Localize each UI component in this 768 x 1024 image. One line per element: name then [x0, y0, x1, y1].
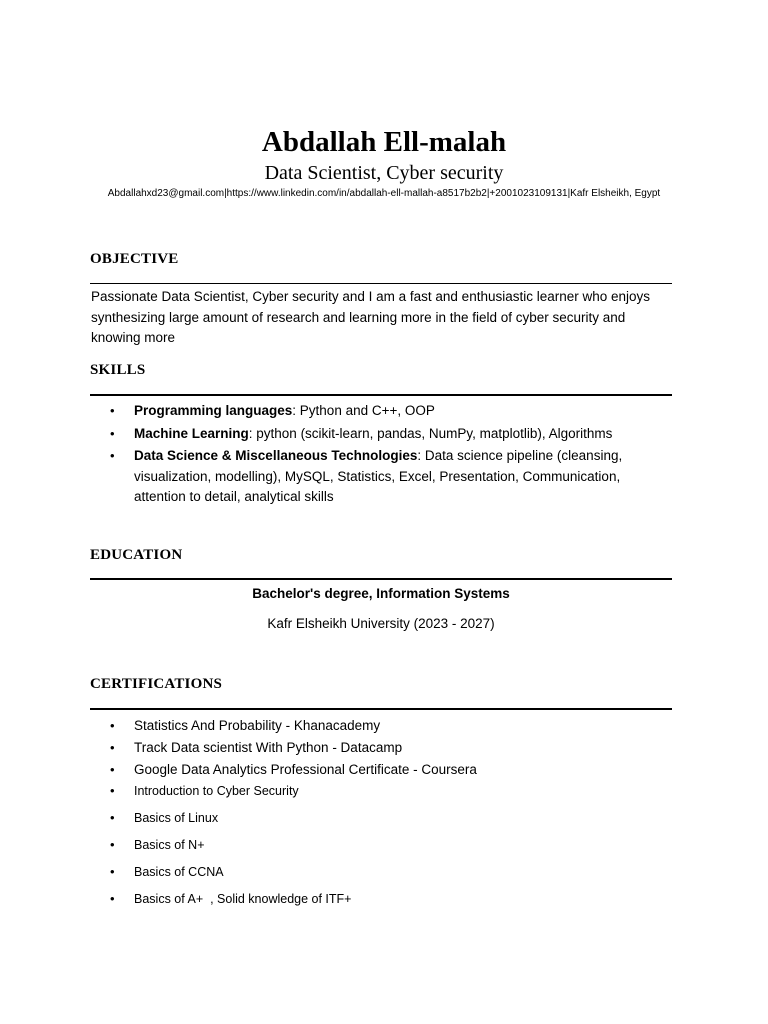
certification-text: Statistics And Probability - Khanacademy: [134, 718, 381, 733]
bullet-icon: •: [110, 783, 115, 798]
bullet-icon: •: [110, 891, 115, 906]
certifications-list-continued: [110, 781, 670, 909]
skills-divider: [90, 394, 672, 396]
bullet-icon: •: [110, 448, 115, 463]
bullet-icon: •: [110, 864, 115, 879]
skill-item: [110, 446, 670, 508]
certifications-list: [110, 715, 670, 781]
bullet-icon: •: [110, 810, 115, 825]
bullet-icon: •: [110, 837, 115, 852]
certification-text: Basics of CCNA: [134, 865, 224, 879]
candidate-name: Abdallah Ell-malah: [261, 126, 507, 158]
objective-heading: OBJECTIVE: [90, 251, 179, 267]
certification-text: Track Data scientist With Python - Datacamp: [134, 740, 403, 755]
objective-divider: [90, 283, 672, 284]
certification-text: Basics of A+ , Solid knowledge of ITF+: [134, 892, 352, 906]
certifications-heading: CERTIFICATIONS: [90, 676, 223, 692]
education-divider: [90, 578, 672, 580]
skill-label: Data Science & Miscellaneous Technologies: [134, 448, 418, 463]
bullet-icon: •: [110, 740, 115, 755]
certification-item: [110, 759, 670, 781]
certification-item: [110, 889, 670, 909]
certification-item: [110, 862, 670, 882]
education-heading: EDUCATION: [90, 547, 183, 563]
education-degree: Bachelor's degree, Information Systems: [252, 586, 510, 601]
skill-text: : Data science pipeline (cleansing, visualization, modelling), MySQL, Statistics, Excel, Presentation, Communication, attention to detail, analytical skills: [134, 448, 623, 504]
skills-list: [110, 401, 670, 508]
certification-item: [110, 835, 670, 855]
objective-text: Passionate Data Scientist, Cyber security and I am a fast and enthusiastic learner who enjoys synthesizing large amount of research and learning more in the field of cyber security and knowing more: [91, 289, 651, 345]
skill-item: [110, 424, 670, 445]
certification-text: Google Data Analytics Professional Certificate - Coursera: [134, 762, 477, 777]
contact-line: Abdallahxd23@gmail.com|https://www.linkedin.com/in/abdallah-ell-mallah-a8517b2b2|+2001023109131|Kafr Elsheikh, Egypt: [107, 188, 661, 199]
certification-text: Basics of Linux: [134, 811, 219, 825]
certifications-divider: [90, 708, 672, 710]
skill-label: Programming languages: [134, 403, 293, 418]
certification-item: [110, 808, 670, 828]
certification-text: Introduction to Cyber Security: [134, 784, 299, 798]
education-school: Kafr Elsheikh University (2023 - 2027): [267, 616, 495, 631]
bullet-icon: •: [110, 718, 115, 733]
certification-item: [110, 737, 670, 759]
skill-text: : Python and C++, OOP: [292, 403, 435, 418]
candidate-role: Data Scientist, Cyber security: [264, 162, 504, 184]
skills-heading: SKILLS: [90, 362, 146, 378]
certification-item: [110, 781, 670, 801]
bullet-icon: •: [110, 403, 115, 418]
bullet-icon: •: [110, 762, 115, 777]
certification-item: [110, 715, 670, 737]
skill-label: Machine Learning: [134, 425, 249, 441]
skill-item: [110, 401, 670, 422]
bullet-icon: •: [110, 425, 115, 441]
skill-text: : python (scikit-learn, pandas, NumPy, matplotlib), Algorithms: [248, 425, 613, 441]
certification-text: Basics of N+: [134, 838, 205, 852]
